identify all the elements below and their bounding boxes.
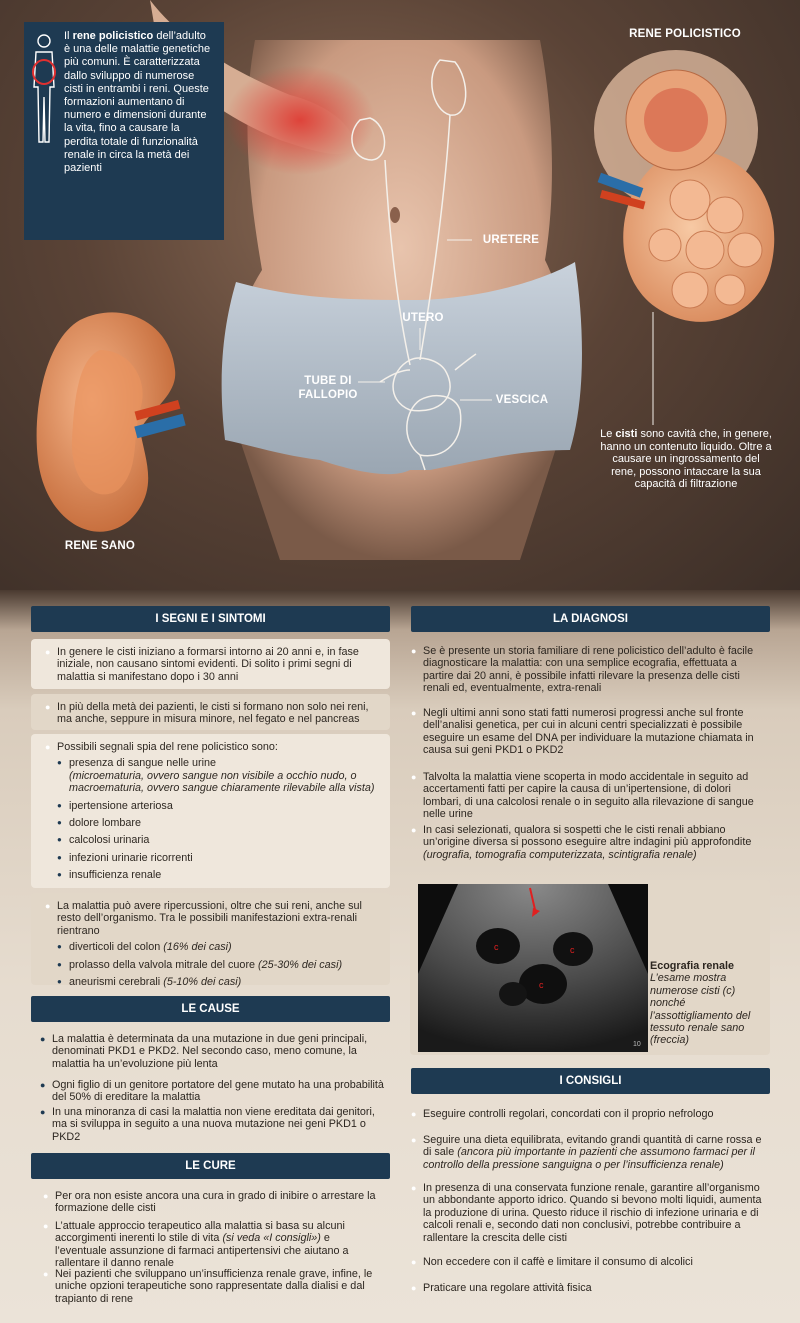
segni-extra-0: diverticoli del colon bbox=[69, 941, 164, 954]
segni-sign-4: infezioni urinarie ricorrenti bbox=[69, 851, 193, 864]
segni-p3-list bbox=[45, 757, 380, 881]
diagnosi-header: LA DIAGNOSI bbox=[411, 606, 770, 632]
segni-card-2 bbox=[31, 694, 390, 730]
diagnosi-list bbox=[411, 641, 770, 871]
list-item bbox=[57, 817, 380, 829]
diagnosi-item-2: ● Talvolta la malattia viene scoperta in modo accidentale in seguito ad accertamenti fatti per capire la causa di un’ipertensione, di dolori lombari, di una calcolosi renale o in seguito alla rilevazione di sangue nelle urine bbox=[411, 771, 766, 821]
intro-box bbox=[24, 22, 224, 240]
ecografia-text: L’esame mostra numerose cisti (c) nonché l’assottigliamento del tessuto renale sano (freccia) bbox=[650, 972, 751, 1047]
segni-sign-1: ipertensione arteriosa bbox=[69, 799, 173, 812]
segni-p2: ● In più della metà dei pazienti, le cisti si formano non solo nei reni, ma anche, seppure in misura minore, nel fegato e nel pancreas bbox=[45, 701, 380, 726]
list-item bbox=[57, 976, 380, 988]
cure-list bbox=[31, 1184, 390, 1304]
segni-p4-intro: ● La malattia può avere ripercussioni, oltre che sui reni, anche sul resto dell’organismo. Tra le possibili manifestazioni extra-renali rientrano bbox=[45, 900, 380, 937]
cisti-note bbox=[600, 428, 772, 491]
segni-sign-2: dolore lombare bbox=[69, 817, 142, 830]
diagnosi-item-1: ● Negli ultimi anni sono stati fatti numerosi progressi anche sul fronte dell’analisi genetica, per cui in alcuni centri specializzati è possibile eseguire un esame del DNA per individuare la mutazione chiamata in causa sui geni PKD1 o PKD2 bbox=[411, 707, 766, 757]
segni-extra-0-note: (16% dei casi) bbox=[163, 941, 232, 954]
list-item bbox=[57, 800, 380, 812]
list-item bbox=[57, 834, 380, 846]
cause-list bbox=[40, 1033, 385, 1143]
cure-item-1-post: e l’eventuale assunzione di farmaci antipertensivi che aiutano a rallentare il danno renale bbox=[55, 1232, 349, 1270]
cure-item-1-note: (si veda «I consigli») bbox=[222, 1232, 321, 1245]
consigli-header: I CONSIGLI bbox=[411, 1068, 770, 1094]
cisti-note-rest: sono cavità che, in genere, hanno un contenuto liquido. Oltre a causare un ingrossamento del rene, possono intaccare la sua capacità di filtrazione bbox=[600, 428, 772, 491]
label-vescica: VESCICA bbox=[495, 394, 549, 406]
intro-bold: rene policistico bbox=[72, 30, 154, 42]
list-item bbox=[57, 959, 380, 971]
segni-extra-2-note: (5-10% dei casi) bbox=[163, 976, 242, 989]
consigli-item-1 bbox=[411, 1134, 766, 1171]
segni-sign-5: insufficienza renale bbox=[69, 869, 162, 882]
segni-sign-0-note: (microematuria, ovvero sangue non visibile a occhio nudo, o macroematuria, ovvero sangue chiaramente rilevabile alla vista) bbox=[69, 769, 375, 795]
ecografia-caption bbox=[650, 960, 768, 1047]
polycystic-kidney-illustration bbox=[594, 50, 774, 322]
segni-card-3 bbox=[31, 734, 390, 888]
label-tube: TUBE DI FALLOPIO bbox=[298, 375, 358, 401]
list-item bbox=[57, 869, 380, 881]
cure-item-1-pre: L’attuale approccio terapeutico alla malattia si basa su alcuni accorgimenti inerenti lo stile di vita bbox=[55, 1220, 345, 1245]
list-item bbox=[57, 852, 380, 864]
consigli-item-3: ● Non eccedere con il caffè e limitare il consumo di alcolici bbox=[411, 1256, 766, 1268]
segni-card-4 bbox=[31, 893, 390, 989]
segni-extra-1-note: (25-30% dei casi) bbox=[258, 958, 343, 971]
cure-item-0: ● Per ora non esiste ancora una cura in grado di inibire o arrestare la formazione delle cisti bbox=[43, 1190, 383, 1215]
cure-item-2: ● Nei pazienti che sviluppano un’insufficienza renale grave, infine, le uniche opzioni terapeutiche sono rappresentate dalla dialisi e dal trapianto di rene bbox=[43, 1268, 383, 1305]
segni-p4-list bbox=[45, 941, 380, 988]
cisti-note-pre: Le bbox=[600, 428, 616, 440]
label-rene-sano: RENE SANO bbox=[64, 540, 136, 552]
cyst-label: c bbox=[494, 942, 499, 952]
cause-header: LE CAUSE bbox=[31, 996, 390, 1022]
label-utero: UTERO bbox=[402, 312, 444, 324]
segni-sign-0: presenza di sangue nelle urine bbox=[69, 757, 217, 770]
diagnosi-item-3-text: In casi selezionati, qualora si sospetti che le cisti renali abbiano un’origine diversa si possono eseguire altre indagini più approfondite bbox=[423, 824, 752, 849]
consigli-item-2: ● In presenza di una conservata funzione renale, garantire all’organismo un abbondante apporto idrico. Quando si bevono molti liquidi, aumenta la produzione di urina. Questo riduce il rischio di infezione urinaria e di calcoli renali e, secondo dati non conclusivi, potrebbe contribuire a rallentare la crescita delle cisti bbox=[411, 1182, 766, 1244]
cyst-label: c bbox=[570, 945, 575, 955]
diagnosi-item-3-note: (urografia, tomografia computerizzata, scintigrafia renale) bbox=[423, 848, 697, 861]
consigli-item-0: ● Eseguire controlli regolari, concordati con il proprio nefrologo bbox=[411, 1108, 766, 1120]
consigli-item-1-note: (ancora più importante in pazienti che assumono farmaci per il controllo della pressione sanguigna o per l’insufficienza renale) bbox=[423, 1146, 755, 1171]
label-uretere: URETERE bbox=[482, 234, 540, 246]
consigli-item-4: ● Praticare una regolare attività fisica bbox=[411, 1282, 766, 1294]
cause-item-2: ● In una minoranza di casi la malattia non viene ereditata dai genitori, ma si sviluppa in seguito a una nuova mutazione nei geni PKD1 o PKD2 bbox=[40, 1106, 385, 1143]
intro-text: dell’adulto è una delle malattie genetiche più comuni. È caratterizzata dallo sviluppo di numerose cisti in entrambi i reni. Queste formazioni aumentano di numero e dimensioni durante la vita, fino a causare la perdita totale di funzionalità renale in circa la metà dei pazienti bbox=[64, 30, 211, 175]
label-rene-policistico: RENE POLICISTICO bbox=[629, 28, 741, 40]
cure-header: LE CURE bbox=[31, 1153, 390, 1179]
diagnosi-item-3 bbox=[411, 824, 766, 861]
segni-p3-intro: ● Possibili segnali spia del rene policistico sono: bbox=[45, 741, 380, 753]
intro-pre: Il bbox=[64, 30, 73, 42]
healthy-kidney-illustration bbox=[37, 312, 186, 531]
cause-item-0: ● La malattia è determinata da una mutazione in due geni principali, denominati PKD1 e PKD2. Nel secondo caso, meno comune, la malattia ha un’evoluzione più lenta bbox=[40, 1033, 385, 1070]
segni-extra-2: aneurismi cerebrali bbox=[69, 976, 164, 989]
consigli-list bbox=[411, 1104, 770, 1304]
person-icon bbox=[30, 32, 58, 152]
cure-item-1 bbox=[43, 1220, 383, 1270]
ultrasound-image bbox=[418, 884, 648, 1052]
ecografia-title: Ecografia renale bbox=[650, 960, 735, 972]
consigli-item-1-pre: Seguire una dieta equilibrata, evitando grandi quantità di carne rossa e di sale bbox=[423, 1134, 762, 1159]
diagnosi-item-0: ● Se è presente un storia familiare di rene policistico dell’adulto è facile diagnosticare la malattia: con una semplice ecografia, effettuata a partire dai 20 anni, è possibile infatti rilevare la presenza delle cisti renali ed, eventualmente, extra-renali bbox=[411, 645, 766, 695]
cyst-label: c bbox=[539, 980, 544, 990]
segni-header: I SEGNI E I SINTOMI bbox=[31, 606, 390, 632]
cause-item-1: ● Ogni figlio di un genitore portatore del gene mutato ha una probabilità del 50% di ereditare la malattia bbox=[40, 1079, 385, 1104]
ecografia-panel bbox=[410, 880, 770, 1055]
segni-p1: ● In genere le cisti iniziano a formarsi intorno ai 20 anni e, in fase iniziale, non causano sintomi evidenti. Di solito i primi segni di malattia si manifestano dopo i 30 anni bbox=[45, 646, 380, 683]
list-item bbox=[57, 941, 380, 953]
scale-mark: 10 bbox=[633, 1041, 641, 1048]
list-item bbox=[57, 757, 380, 794]
cisti-note-bold: cisti bbox=[615, 428, 638, 440]
segni-extra-1: prolasso della valvola mitrale del cuore bbox=[69, 958, 259, 971]
segni-sign-3: calcolosi urinaria bbox=[69, 834, 150, 847]
segni-card-1 bbox=[31, 639, 390, 689]
